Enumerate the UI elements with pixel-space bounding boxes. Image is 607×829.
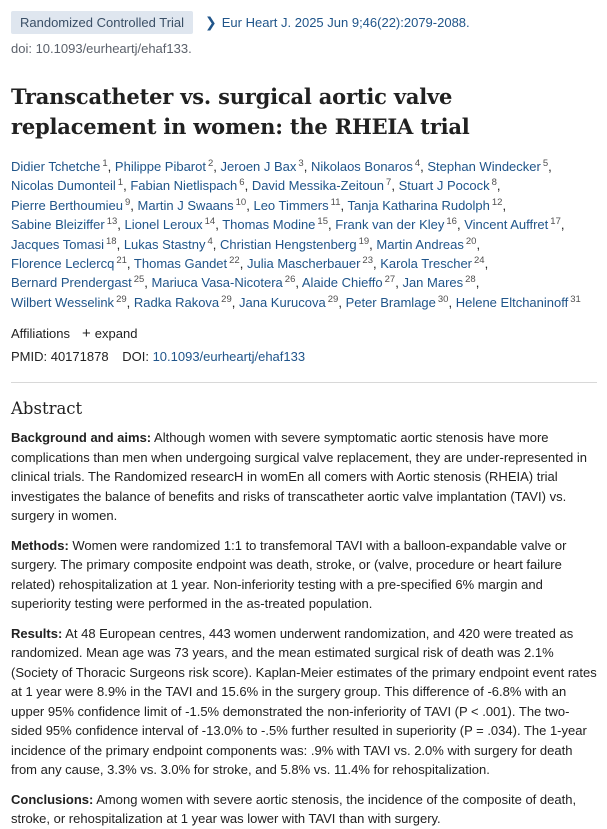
author-affiliation-number[interactable]: 10 xyxy=(235,196,247,208)
background-label: Background and aims: xyxy=(11,430,152,446)
author-name[interactable]: Jan Mares xyxy=(402,275,464,291)
article-type-badge[interactable]: Randomized Controlled Trial xyxy=(11,11,193,34)
author-name[interactable]: Mariuca Vasa-Nicotera xyxy=(151,275,283,291)
author-item: Martin J Swaans $^{10}$, xyxy=(137,196,250,213)
author-affiliation-number[interactable]: 30 xyxy=(437,293,449,305)
conclusions-label: Conclusions: xyxy=(11,791,94,807)
author-name[interactable]: Sabine Bleiziffer xyxy=(11,217,105,233)
author-item: Radka Rakova $^{29}$, xyxy=(133,293,236,310)
citation-text[interactable]: Eur Heart J. 2025 Jun 9;46(22):2079-2088. xyxy=(221,14,470,30)
author-affiliation-number[interactable]: 3 xyxy=(298,158,304,169)
affiliations-row xyxy=(11,326,597,341)
author-name[interactable]: Jeroen J Bax xyxy=(220,159,297,174)
author-name[interactable]: Lukas Stastny xyxy=(123,236,206,252)
author-name[interactable]: Frank van der Kley xyxy=(335,217,445,233)
journal-citation[interactable] xyxy=(205,14,470,31)
author-name[interactable]: Helene Eltchaninoff xyxy=(455,294,569,310)
author-name[interactable]: Fabian Nietlispach xyxy=(130,178,238,194)
author-name[interactable]: Radka Rakova xyxy=(133,294,220,310)
chevron-right-icon: ❯ xyxy=(205,13,217,30)
abstract-heading: Abstract xyxy=(11,399,83,419)
abstract-results xyxy=(11,624,597,780)
conclusions-text: Among women with severe aortic stenosis, the incidence of the composite of death, stroke, or rehospitalization at 1 year was lower with TAVI than with surgery. xyxy=(11,791,577,827)
author-name[interactable]: Lionel Leroux xyxy=(124,217,203,233)
author-name[interactable]: Jacques Tomasi xyxy=(11,236,104,252)
section-divider xyxy=(11,382,597,383)
author-name[interactable]: Florence Leclercq xyxy=(11,256,115,272)
author-item: Vincent Auffret $^{17}$, xyxy=(464,216,565,233)
author-item: Lionel Leroux $^{14}$, xyxy=(124,216,219,233)
author-affiliation-number[interactable]: 11 xyxy=(330,196,341,208)
methods-label: Methods: xyxy=(11,537,69,553)
author-affiliation-number[interactable]: 26 xyxy=(284,274,296,286)
article-meta-line xyxy=(11,10,597,34)
author-affiliation-number[interactable]: 8 xyxy=(491,177,497,189)
author-item: Fabian Nietlispach $^6$, xyxy=(130,177,249,194)
author-item: Lukas Stastny $^4$, xyxy=(123,235,217,252)
author-affiliation-number[interactable]: 7 xyxy=(386,177,392,189)
author-item: Stuart J Pocock $^8$, xyxy=(398,177,501,194)
author-name[interactable]: Christian Hengstenberg xyxy=(220,236,357,252)
author-name[interactable]: David Messika-Zeitoun xyxy=(251,178,385,194)
author-name[interactable]: Julia Mascherbauer xyxy=(246,256,361,272)
author-item: Thomas Modine $^{15}$, xyxy=(222,216,332,233)
author-name[interactable]: Thomas Gandet xyxy=(133,256,228,272)
author-item: Pierre Berthoumieu $^9$, xyxy=(11,196,134,213)
author-name[interactable]: Didier Tchetche xyxy=(11,159,101,174)
author-name[interactable]: Nicolas Dumonteil xyxy=(11,178,116,194)
author-list xyxy=(11,157,597,312)
author-item: Alaide Chieffo $^{27}$, xyxy=(301,274,399,291)
author-item: Philippe Pibarot $^2$, xyxy=(114,158,217,174)
plus-icon: + xyxy=(82,325,91,343)
author-name[interactable]: Bernard Prendergast xyxy=(11,275,132,291)
author-affiliation-number[interactable]: 13 xyxy=(106,216,118,228)
author-name[interactable]: Martin Andreas xyxy=(376,236,464,252)
author-item: Sabine Bleiziffer $^{13}$, xyxy=(11,216,121,233)
abstract-background xyxy=(11,428,597,526)
author-affiliation-number[interactable]: 29 xyxy=(221,293,232,305)
author-affiliation-number[interactable]: 17 xyxy=(550,216,561,228)
pmid: PMID: 40171878 xyxy=(11,349,109,365)
author-name[interactable]: Vincent Auffret xyxy=(464,217,549,233)
results-label: Results: xyxy=(11,625,63,641)
author-item: Martin Andreas $^{20}$, xyxy=(376,235,481,252)
abstract-conclusions xyxy=(11,790,597,829)
author-affiliation-number[interactable]: 15 xyxy=(317,216,328,228)
author-item: Karola Trescher $^{24}$, xyxy=(380,255,489,272)
author-affiliation-number[interactable]: 6 xyxy=(239,177,245,189)
author-affiliation-number[interactable]: 27 xyxy=(384,274,396,286)
author-affiliation-number[interactable]: 12 xyxy=(491,196,503,208)
author-name[interactable]: Peter Bramlage xyxy=(345,294,436,310)
author-item xyxy=(456,295,581,310)
author-item: Nikolaos Bonaros $^4$, xyxy=(310,158,424,174)
author-item: Leo Timmers $^{11}$, xyxy=(253,196,345,213)
doi-link[interactable]: 10.1093/eurheartj/ehaf133 xyxy=(152,349,306,365)
author-name[interactable]: Leo Timmers xyxy=(253,197,329,213)
doi-line: doi: 10.1093/eurheartj/ehaf133. xyxy=(11,41,192,56)
author-item: Jeroen J Bax $^3$, xyxy=(220,158,308,174)
author-name[interactable]: Karola Trescher xyxy=(380,256,473,272)
author-item: Mariuca Vasa-Nicotera $^{26}$, xyxy=(151,274,299,291)
background-text: Although women with severe symptomatic aortic stenosis have more complications than men when undergoing surgical valve replacement, they are under-represented in clinical trials. The Randomized researcH in womEn all comers with Aortic stenosis (RHEIA) trial investigates the balance of benefits and risks of transcatheter aortic valve implantation (TAVI) vs. surgery in women. xyxy=(11,430,587,524)
author-item: Frank van der Kley $^{16}$, xyxy=(335,216,461,233)
author-affiliation-number[interactable]: 18 xyxy=(105,235,117,247)
author-name[interactable]: Wilbert Wesselink xyxy=(11,294,115,310)
author-name[interactable]: Jana Kurucova xyxy=(239,294,326,310)
author-affiliation-number[interactable]: 29 xyxy=(327,293,339,305)
author-name[interactable]: Nikolaos Bonaros xyxy=(310,159,413,174)
expand-affiliations-button[interactable] xyxy=(82,326,137,341)
author-affiliation-number[interactable]: 4 xyxy=(207,235,213,247)
author-affiliation-number[interactable]: 1 xyxy=(117,177,124,189)
author-name[interactable]: Tanja Katharina Rudolph xyxy=(347,197,490,213)
article-title: Transcatheter vs. surgical aortic valve replacement in women: the RHEIA trial xyxy=(11,84,470,139)
author-item: Tanja Katharina Rudolph $^{12}$, xyxy=(347,196,507,213)
author-affiliation-number[interactable]: 2 xyxy=(207,158,214,169)
expand-label: expand xyxy=(94,326,138,342)
author-name[interactable]: Martin J Swaans xyxy=(137,197,234,213)
author-affiliation-number[interactable]: 19 xyxy=(358,235,370,247)
abstract-methods xyxy=(11,536,597,614)
author-item: Thomas Gandet $^{22}$, xyxy=(133,255,244,272)
author-item: Didier Tchetche $^1$, xyxy=(11,158,112,174)
author-affiliation-number[interactable]: 23 xyxy=(362,255,373,267)
author-item: Christian Hengstenberg $^{19}$, xyxy=(220,235,373,252)
author-name[interactable]: Thomas Modine xyxy=(222,217,316,233)
author-name[interactable]: Stephan Windecker xyxy=(427,159,541,174)
author-affiliation-number[interactable]: 21 xyxy=(116,255,127,267)
author-affiliation-number[interactable]: 29 xyxy=(116,293,127,305)
author-affiliation-number[interactable]: 5 xyxy=(542,158,549,169)
identifiers-row xyxy=(11,349,597,364)
author-affiliation-number[interactable]: 1 xyxy=(102,158,108,169)
author-name[interactable]: Stuart J Pocock xyxy=(398,178,490,194)
author-affiliation-number[interactable]: 25 xyxy=(133,274,145,286)
author-affiliation-number[interactable]: 28 xyxy=(465,274,476,286)
author-affiliation-number[interactable]: 16 xyxy=(446,216,457,228)
doi-label: DOI: xyxy=(122,349,149,365)
author-affiliation-number[interactable]: 9 xyxy=(125,196,131,208)
author-item: Jacques Tomasi $^{18}$, xyxy=(11,235,121,252)
results-text: At 48 European centres, 443 women underwent randomization, and 420 were treated as randomized. Mean age was 73 years, and the mean estimated surgical risk of death was 2.1% (Society of Thoracic Surgeons risk score). Kaplan-Meier estimates of the primary endpoint event rates at 1 year were 8.9% in the TAVI and 15.6% in the surgery group. This difference of -6.8% with an upper 95% confidence limit of -1.5% demonstrated the non-inferiority of TAVI (P < .001). The two-sided 95% confidence interval of -13.0% to -.5% further resulted in superiority (P = .034). The 1-year incidence of the primary endpoint components was: .9% with TAVI vs. 2.0% with surgery for death from any cause, 3.3% vs. 3.0% for stroke, and 5.8% vs. 11.4% for rehospitalization. xyxy=(11,625,597,778)
author-item: Peter Bramlage $^{30}$, xyxy=(345,293,453,310)
author-affiliation-number[interactable]: 14 xyxy=(204,216,216,228)
author-item: Bernard Prendergast $^{25}$, xyxy=(11,274,148,291)
author-name[interactable]: Pierre Berthoumieu xyxy=(11,197,123,213)
author-affiliation-number[interactable]: 22 xyxy=(229,255,240,267)
author-item: David Messika-Zeitoun $^7$, xyxy=(251,177,395,194)
author-item: Nicolas Dumonteil $^1$, xyxy=(11,177,127,194)
author-affiliation-number[interactable]: 4 xyxy=(414,158,421,169)
author-item: Florence Leclercq $^{21}$, xyxy=(11,255,131,272)
author-item: Stephan Windecker $^5$, xyxy=(427,158,552,174)
author-item: Julia Mascherbauer $^{23}$, xyxy=(246,255,377,272)
author-affiliation-number[interactable]: 20 xyxy=(465,235,477,247)
affiliations-label: Affiliations xyxy=(11,326,71,342)
author-name[interactable]: Philippe Pibarot xyxy=(114,159,206,174)
author-affiliation-number[interactable]: 31 xyxy=(570,293,581,305)
methods-text: Women were randomized 1:1 to transfemoral TAVI with a balloon-expandable valve or surgery. The primary composite endpoint was death, stroke, or (valve, procedure or heart failure related) rehospitalization at 1 year. Non-inferiority testing with a pre-specified 6% margin and superiority testing were performed in the as-treated population. xyxy=(11,537,567,612)
author-affiliation-number[interactable]: 24 xyxy=(474,255,485,267)
author-name[interactable]: Alaide Chieffo xyxy=(301,275,383,291)
author-item: Jan Mares $^{28}$, xyxy=(402,274,480,291)
author-item: Wilbert Wesselink $^{29}$, xyxy=(11,293,131,310)
author-item: Jana Kurucova $^{29}$, xyxy=(239,293,342,310)
